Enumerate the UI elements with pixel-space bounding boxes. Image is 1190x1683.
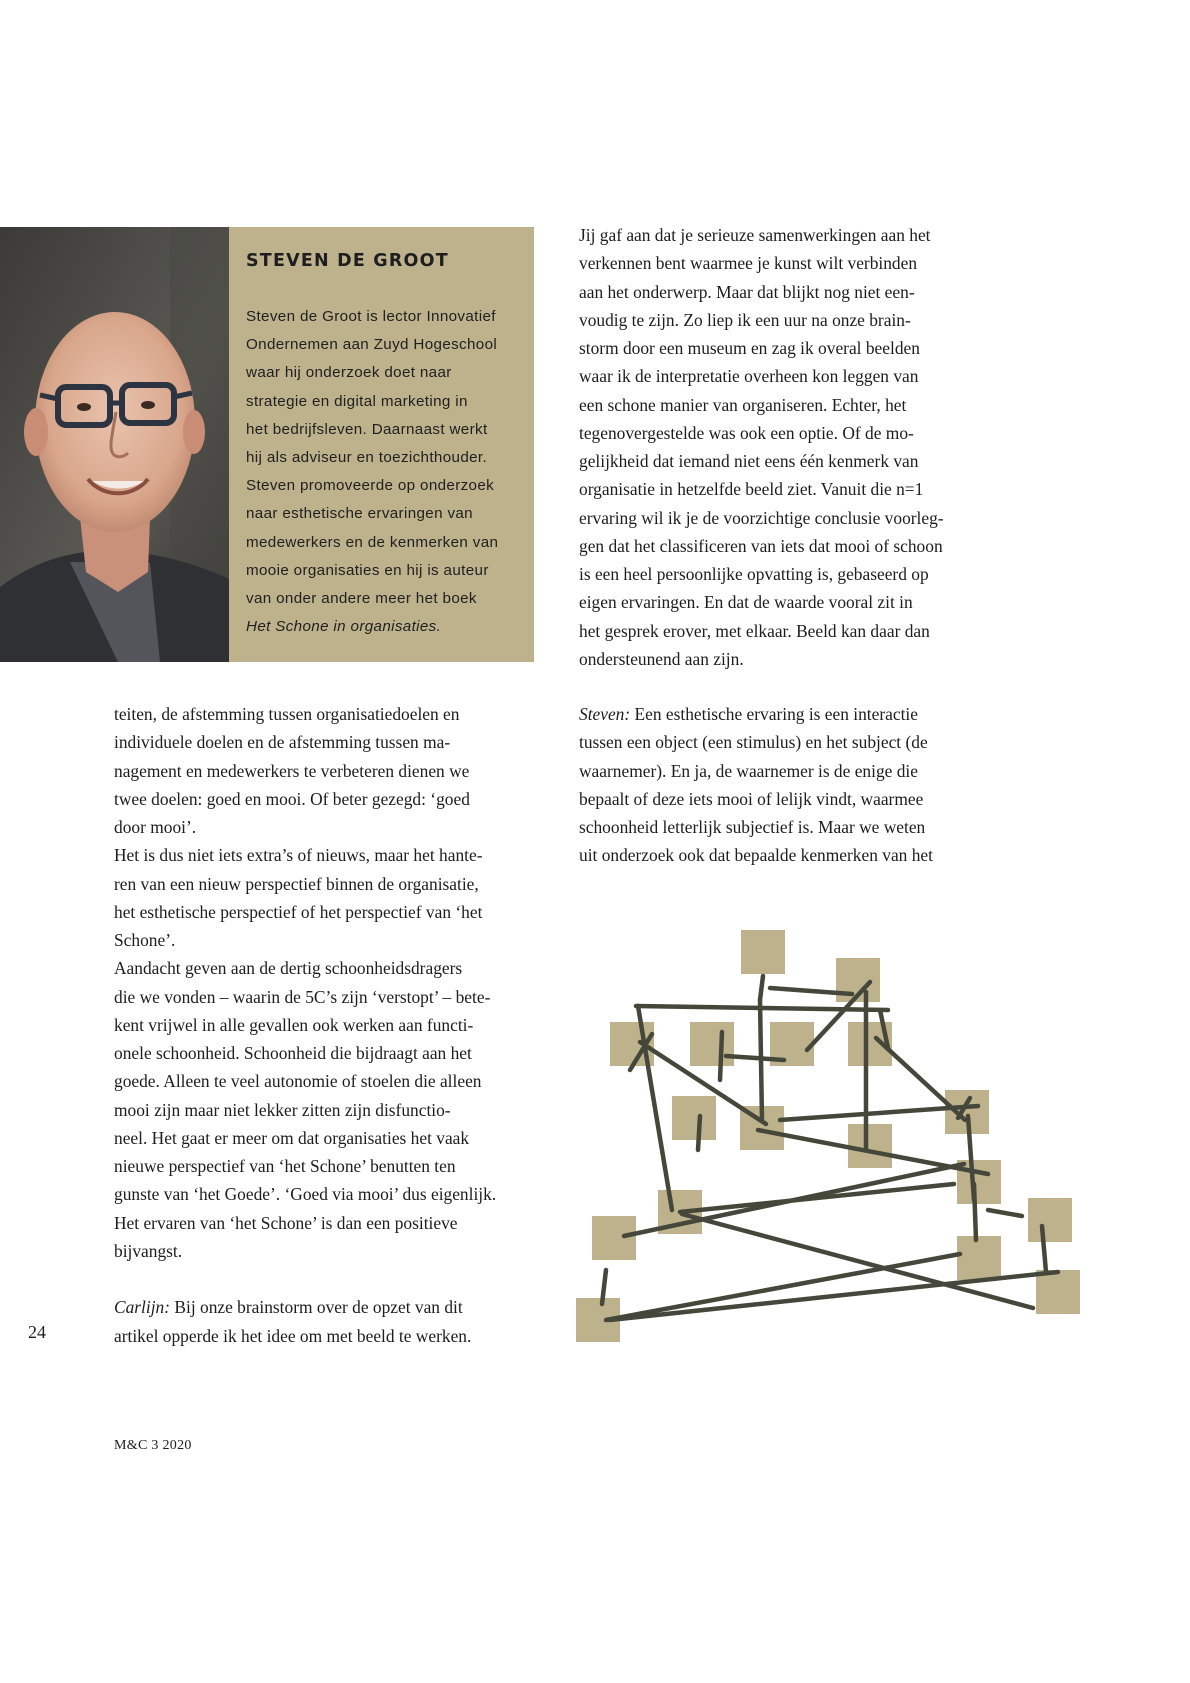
bio-line: mooie organisaties en hij is auteur	[246, 561, 489, 579]
text-line: door mooi’.	[114, 817, 197, 837]
network-line	[760, 976, 763, 1000]
bio-line: Ondernemen aan Zuyd Hogeschool	[246, 336, 498, 354]
text-line: gelijkheid dat iemand niet eens één kenmerk van	[579, 451, 919, 471]
speaker-label: Steven:	[579, 704, 631, 724]
text-span: Een esthetische ervaring is een interactie	[630, 704, 918, 724]
text-line: mooi zijn maar niet lekker zitten zijn disfunctio-	[114, 1099, 451, 1120]
network-square	[592, 1216, 636, 1260]
network-square	[690, 1022, 734, 1066]
network-square	[957, 1236, 1001, 1280]
text-line: aan het onderwerp. Maar dat blijkt nog niet een-	[579, 281, 915, 302]
bio-line: waar hij onderzoek doet naar	[246, 364, 452, 382]
text-line: het gesprek erover, met elkaar. Beeld kan daar dan	[579, 620, 930, 641]
network-square	[1036, 1270, 1080, 1314]
text-line: voudig te zijn. Zo liep ik een uur na onze brain-	[579, 309, 911, 330]
text-line: waar ik de interpretatie overheen kon leggen van	[579, 366, 919, 387]
bio-line: Steven de Groot is lector Innovatief	[246, 308, 496, 325]
text-line: Het is dus niet iets extra’s of nieuws, maar het hante-	[114, 845, 483, 866]
bio-line: strategie en digital marketing in	[246, 392, 468, 410]
text-line: bijvangst.	[114, 1240, 183, 1261]
text-line: artikel opperde ik het idee om met beeld te werken.	[114, 1325, 472, 1346]
text-line: Jij gaf aan dat je serieuze samenwerkingen aan het	[579, 225, 931, 245]
text-line: kent vrijwel in alle gevallen ook werken aan functi-	[114, 1014, 474, 1035]
network-line	[988, 1210, 1022, 1216]
text-line	[114, 1293, 554, 1321]
bio-line: Steven promoveerde op onderzoek	[246, 477, 495, 495]
network-square	[848, 1124, 892, 1168]
network-square	[672, 1096, 716, 1140]
text-line: gen dat het classificeren van iets dat mooi of schoon	[579, 535, 943, 556]
text-line: gunste van ‘het Goede’. ‘Goed via mooi’ dus eigenlijk.	[114, 1184, 497, 1205]
text-line: bepaalt of deze iets mooi of lelijk vindt, waarmee	[579, 788, 924, 809]
page-number: 24	[28, 1322, 46, 1342]
text-line: het esthetische perspectief of het perspectief van ‘het	[114, 901, 483, 922]
text-line: Aandacht geven aan de dertig schoonheidsdragers	[114, 958, 463, 979]
text-line: ren van een nieuw perspectief binnen de organisatie,	[114, 873, 479, 894]
text-line: tussen een object (een stimulus) en het subject (de	[579, 732, 928, 753]
left-column	[114, 700, 554, 1350]
network-line	[638, 1006, 672, 1210]
right-column-steven	[579, 700, 1019, 870]
speaker-label: Carlijn:	[114, 1297, 171, 1318]
portrait-photo	[0, 227, 229, 662]
bio-line: naar esthetische ervaringen van	[246, 505, 473, 523]
text-line: tegenovergestelde was ook een optie. Of de mo-	[579, 422, 914, 443]
text-line: waarnemer). En ja, de waarnemer is de enige die	[579, 760, 918, 781]
bio-line: het bedrijfsleven. Daarnaast werkt	[246, 420, 488, 438]
text-line: nieuwe perspectief van ‘het Schone’ benutten ten	[114, 1156, 456, 1176]
bio-text	[246, 303, 516, 641]
text-line: is een heel persoonlijke opvatting is, gebaseerd op	[579, 564, 929, 584]
text-line: onele schoonheid. Schoonheid die bijdraagt aan het	[114, 1043, 472, 1063]
footer-issue: M&C 3 2020	[114, 1438, 192, 1453]
text-line: een schone manier van organiseren. Echter, het	[579, 394, 907, 415]
text-line: verkennen bent waarmee je kunst wilt verbinden	[579, 253, 918, 274]
paragraph-gap	[114, 1265, 554, 1293]
network-square	[957, 1160, 1001, 1204]
network-line	[974, 1184, 976, 1240]
bio-box	[229, 227, 534, 662]
text-line: ondersteunend aan zijn.	[579, 648, 744, 669]
text-line: storm door een museum en zag ik overal beelden	[579, 338, 920, 358]
text-span: Bij onze brainstorm over de opzet van dit	[170, 1297, 463, 1318]
text-line: teiten, de afstemming tussen organisatiedoelen en	[114, 704, 460, 724]
network-square	[741, 930, 785, 974]
text-line: uit onderzoek ook dat bepaalde kenmerken van het	[579, 845, 933, 866]
text-line: schoonheid letterlijk subjectief is. Maar we weten	[579, 817, 926, 837]
text-line: twee doelen: goed en mooi. Of beter gezegd: ‘goed	[114, 788, 470, 809]
network-line	[680, 1184, 954, 1212]
text-line: Het ervaren van ‘het Schone’ is dan een positieve	[114, 1212, 458, 1233]
text-line: Schone’.	[114, 930, 176, 950]
text-line	[579, 700, 1019, 728]
text-line: ervaring wil ik je de voorzichtige conclusie voorleg-	[579, 507, 944, 528]
bio-line: medewerkers en de kenmerken van	[246, 533, 499, 551]
right-column-top	[579, 221, 1019, 673]
network-line	[720, 1032, 722, 1080]
network-line	[698, 1116, 700, 1150]
text-line: individuele doelen en de afstemming tussen ma-	[114, 732, 451, 753]
bio-line: hij als adviseur en toezichthouder.	[246, 449, 488, 467]
text-line: organisatie in hetzelfde beeld ziet. Vanuit die n=1	[579, 479, 924, 500]
bio-line: van onder andere meer het boek	[246, 590, 477, 608]
text-line: goede. Alleen te veel autonomie of stoelen die alleen	[114, 1071, 482, 1092]
text-line: eigen ervaringen. En dat de waarde vooral zit in	[579, 592, 913, 613]
network-square	[1028, 1198, 1072, 1242]
text-line: nagement en medewerkers te verbeteren dienen we	[114, 760, 470, 781]
text-line: neel. Het gaat er meer om dat organisaties het vaak	[114, 1127, 470, 1148]
bio-name: STEVEN DE GROOT	[246, 251, 449, 271]
network-illustration	[570, 920, 1090, 1360]
bio-book-title: Het Schone in organisaties.	[246, 618, 442, 636]
text-line: die we vonden – waarin de 5C’s zijn ‘verstopt’ – bete-	[114, 986, 491, 1007]
